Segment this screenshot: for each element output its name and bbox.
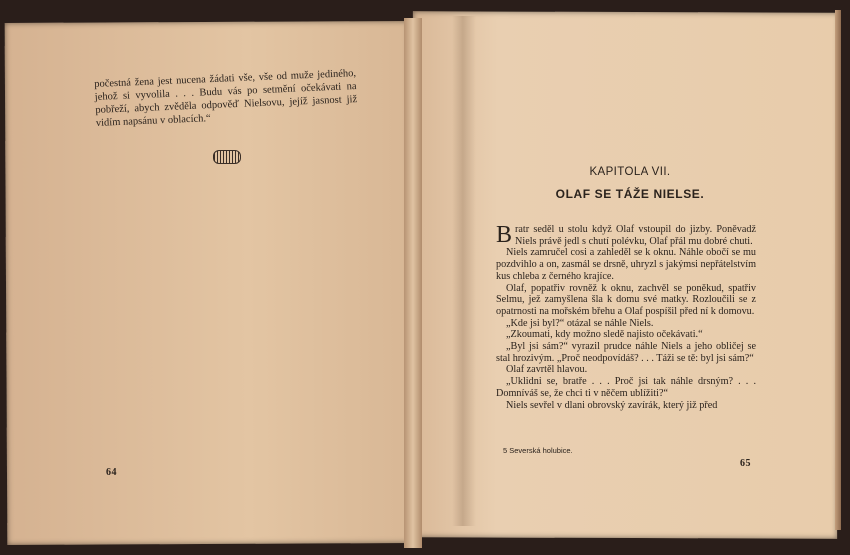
paragraph: „Kde jsi byl?“ otázal se náhle Niels.	[506, 317, 654, 329]
right-page-text	[496, 224, 756, 411]
signature-mark: 5 Severská holubice.	[503, 446, 573, 455]
page-edge	[835, 10, 841, 530]
right-page-number: 65	[740, 458, 751, 469]
paragraph: „Uklidni se, bratře . . . Proč jsi tak náhle drsným? . . . Domníváš se, že chci ti v něčem ublížiti?“	[496, 376, 756, 399]
drop-cap: B	[496, 222, 513, 248]
left-page-text	[94, 67, 358, 130]
paragraph: „Zkoumati, kdy možno sledě najisto očekávati.“	[506, 329, 703, 341]
paragraph: Olaf zavrtěl hlavou.	[506, 364, 588, 376]
ornament-icon	[213, 150, 241, 164]
book-gutter	[404, 18, 422, 548]
chapter-label: KAPITOLA VII.	[589, 166, 671, 178]
page-crease	[452, 16, 476, 526]
paragraph: Niels sevřel v dlani obrovský zavírák, který již před	[506, 399, 718, 411]
left-page-number: 64	[106, 467, 117, 478]
paragraph	[496, 224, 756, 247]
left-paragraph: počestná žena jest nucena žádati vše, vše od muže jediného, jehož si vyvolila . . . Budu vás po setmění očekávati na pobřeží, abych zvěděla odpověď Nielsovu, jejíž jasnost již vidím napsánu v oblacích.“	[94, 68, 358, 129]
paragraph: „Byl jsi sám?“ vyrazil prudce náhle Niels a jeho obličej se stal hrozivým. „Proč neodpovídáš? . . . Táži se tě: byl jsi sám?“	[496, 341, 756, 364]
chapter-title: OLAF SE TÁŽE NIELSE.	[555, 187, 705, 201]
paragraph-text: ratr seděl u stolu když Olaf vstoupil do jizby. Poněvadž Niels právě jedl s chutí polévku, Olaf přál mu dobré chuti.	[515, 224, 756, 247]
paragraph: Olaf, popatřiv rovněž k oknu, zachvěl se poněkud, spatřiv Selmu, jež zamyšlena šla k domu své matky. Rozloučili se z opatrnosti na mořském břehu a Olaf pospíšil před ní k domovu.	[496, 282, 756, 317]
paragraph: Niels zamručel cosi a zahleděl se k oknu. Náhle obočí se mu pozdvihlo a on, zasmál se drsně, uhryzl s jakýmsi nepřátelstvím kus chleba z černého krajíce.	[496, 247, 757, 282]
